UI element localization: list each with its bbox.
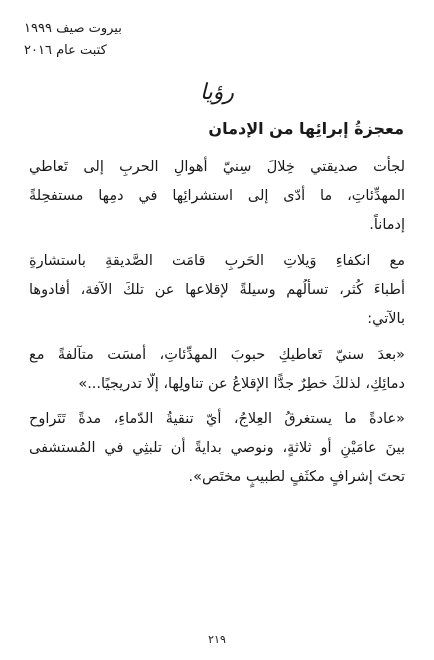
paragraph-line: دمائِكِ، لذلكَ خطِرٌ جدًّا الإقلاعُ عن تناولِها، إلّا تدريجيًا...»: [78, 376, 405, 392]
paragraph-line: أطباءَ كُثر، تسألُهم وسيلةً لإقلاعها عن تلكَ الآفة، أفادوها: [29, 282, 405, 298]
paragraph-line: إدماناً.: [369, 217, 405, 233]
paragraph-line: بينَ عامَيْنِ أو ثلاثةٍ، ونوصي بدايةً أن تلبثِي في المُستشفى: [29, 440, 405, 456]
poem-title: رؤيا: [199, 80, 235, 105]
paragraph-line: «عادةً ما يستغرقُ العِلاجُ، أيّ تنقيةُ الدّماءِ، مدةً تَتَراوح: [29, 411, 405, 427]
paragraph-line: المهدِّئاتِ، ما أدّى إلى استشرائِها في دمِها مستفحِلةً: [29, 188, 405, 204]
paragraph-line: لجأت صديقتي خِلالَ سِنيّ أهوالِ الحربِ إلى تَعاطي: [29, 159, 405, 175]
written-date-note: كتبت عام ٢٠١٦: [24, 43, 107, 58]
section-subtitle: معجزةُ إبرائِها من الإدمان: [208, 119, 404, 138]
paragraph-line: تحتَ إشرافٍ مكثَفٍ لطبيبٍ مختَص».: [188, 469, 405, 485]
paragraph-line: «بعدَ سنيّ تَعاطيكِ حبوبَ المهدِّئاتِ، أمسَت متآلفةً مع: [29, 347, 405, 363]
paragraph-line: مع انكفاءِ وَيلاتِ الحَربِ قامَت الصَّديقةِ باستشارةِ: [29, 253, 405, 269]
paragraph-line: بالآتي:: [367, 311, 405, 327]
page-number: ٢١٩: [208, 633, 226, 646]
place-date-note: بيروت صيف ١٩٩٩: [24, 21, 122, 36]
